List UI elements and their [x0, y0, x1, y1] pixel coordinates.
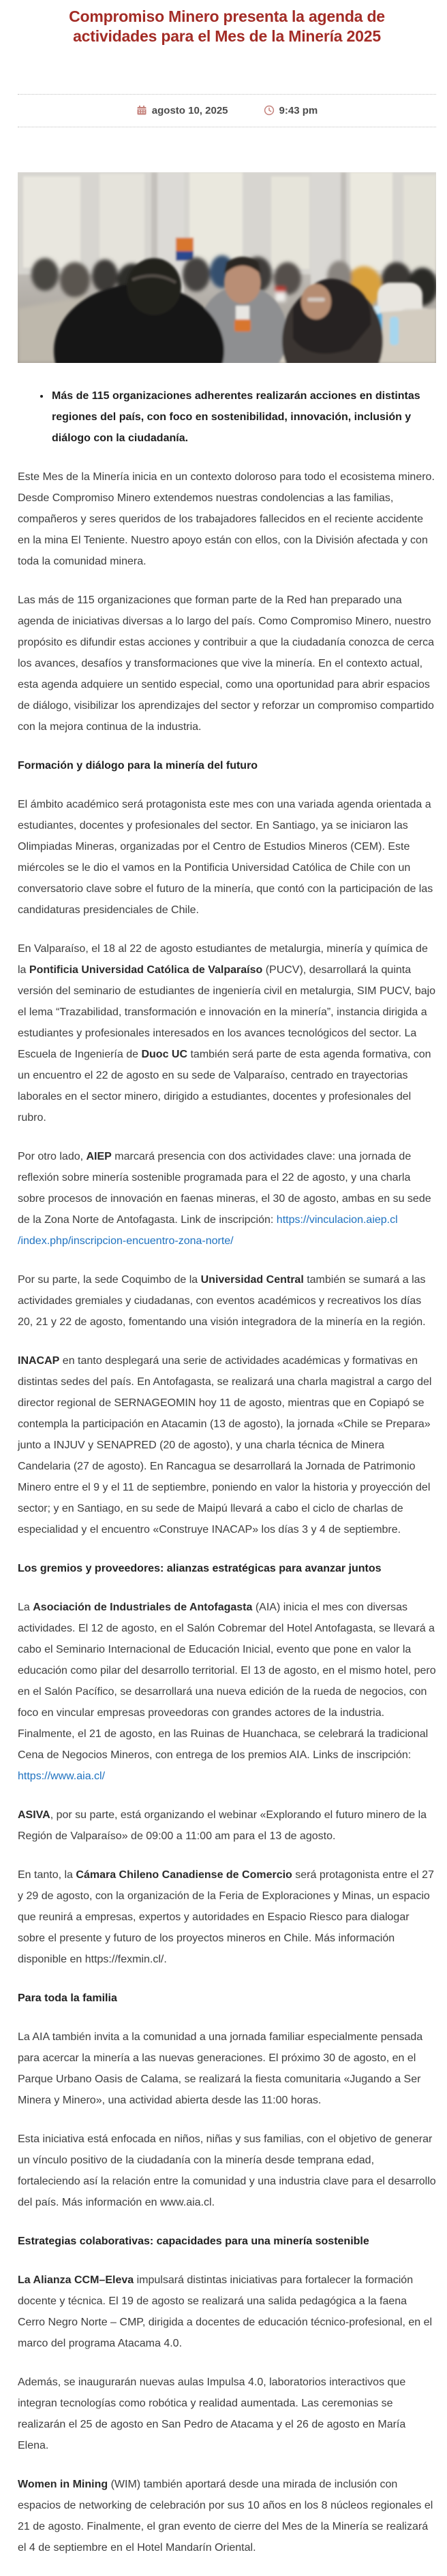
bold-text: Asociación de Industriales de Antofagasta [33, 1601, 253, 1613]
bold-text: Más de 115 organizaciones adherentes realizarán acciones en distintas regiones del país, con foco en sostenibilidad, innovación, inclusión y diálogo con la ciudadanía. [52, 389, 420, 444]
bold-text: Women in Mining [18, 2478, 108, 2490]
bold-text: INACAP [18, 1354, 60, 1367]
featured-image [18, 172, 436, 363]
article-paragraph [18, 2129, 436, 2213]
bold-text: La Alianza CCM–Eleva [18, 2274, 134, 2286]
page-title: Compromiso Minero presenta la agenda de actividades para el Mes de la Minería 2025 [69, 7, 385, 45]
inline-link[interactable]: https://www.aia.cl/ [18, 1770, 106, 1782]
article-paragraph [18, 2026, 436, 2111]
bold-text: Duoc UC [141, 1048, 188, 1060]
text-run: La [18, 1601, 33, 1613]
article-body [18, 385, 436, 2558]
section-heading: Los gremios y proveedores: alianzas estratégicas para avanzar juntos [18, 1562, 382, 1574]
article-paragraph [18, 794, 436, 921]
text-run: En Valparaíso, el 18 al 22 de agosto estudiantes de metalurgia, minería y química de la [18, 942, 428, 976]
post-date-label: agosto 10, 2025 [151, 104, 228, 116]
post-time-label: 9:43 pm [279, 104, 318, 116]
article-paragraph [18, 1804, 436, 1847]
article-paragraph [18, 1146, 436, 1252]
text-run: también será parte de esta agenda formativa, con un encuentro el 22 de agosto en su sede de Valparaíso, centrado en trayectorias laborales en el sector minero, dirigido a estudiantes, docentes y profesionales del rubro. [18, 1048, 431, 1124]
text-run: Esta iniciativa está enfocada en niños, niñas y sus familias, con el objetivo de generar un vínculo positivo de la ciudadanía con la minería desde temprana edad, fortaleciendo así la relación entre la comunidad y una industria clave para el desarrollo del país. Más información en www.aia.cl. [18, 2133, 436, 2208]
article-paragraph [18, 466, 436, 572]
text-run: Este Mes de la Minería inicia en un contexto doloroso para todo el ecosistema minero. Desde Compromiso Minero extendemos nuestras condolencias a las familias, compañeros y seres queridos de los trabajadores fallecidos en el reciente accidente en la mina El Teniente. Nuestro apoyo están con ellos, con la División afectada y con toda la comunidad minera. [18, 471, 435, 567]
bold-text: Pontificia Universidad Católica de Valparaíso [29, 964, 263, 976]
bullet-list [18, 385, 436, 449]
text-run: (WIM) también aportará desde una mirada de inclusión con espacios de networking de celebración por sus 10 años en los 8 núcleos regionales el 21 de agosto. Finalmente, el gran evento de cierre del Mes de la Minería se realizará el 4 de septiembre en el Hotel Mandarín Oriental. [18, 2478, 433, 2554]
section-heading: Estrategias colaborativas: capacidades para una minería sostenible [18, 2235, 369, 2247]
event-roundtable-photo-illustration [18, 172, 436, 363]
text-run: (PUCV), desarrollará la quinta versión del seminario de estudiantes de ingeniería civil en metalurgia, SIM PUCV, bajo el lema “Trazabilidad, transformación e innovación en la minería”, instancia dirigida a estudiantes y profesionales interesados en los avances tecnológicos del sector. La Escuela de Ingeniería de [18, 964, 436, 1060]
text-run: en tanto desplegará una serie de actividades académicas y formativas en distintas sedes del país. En Antofagasta, se realizará una charla magistral a cargo del director regional de SERNAGEOMIN hoy 11 de agosto, mientras que en Copiapó se contempla la participación en Atacamin (13 de agosto), la jornada «Chile se Prepara» junto a INJUV y SENAPRED (20 de agosto), y una charla técnica de Minera Candelaria (27 de agosto). En Rancagua se desarrollará la Jornada de Patrimonio Minero entre el 9 y el 11 de septiembre, poniendo en valor la historia y proyección del sector; y en Santiago, en su sede de Maipú llevará a cabo el ciclo de charlas de especialidad y el encuentro «Construye INACAP» los días 3 y 4 de septiembre. [18, 1354, 432, 1536]
text-run: (AIA) inicia el mes con diversas actividades. El 12 de agosto, en el Salón Cobremar del Hotel Antofagasta, se llevará a cabo el Seminario Internacional de Educación Inicial, evento que pone en valor la educación como pilar del desarrollo territorial. El 13 de agosto, en el mismo hotel, pero en el Salón Pacífico, se desarrollará una nueva edición de la rueda de negocios, con foco en vincular empresas proveedoras con grandes actores de la industria. Finalmente, el 21 de agosto, en las Ruinas de Huanchaca, se celebrará la tradicional Cena de Negocios Mineros, con entrega de los premios AIA. Links de inscripción: [18, 1601, 436, 1761]
text-run: también se sumará a las actividades gremiales y ciudadanas, con eventos académicos y recreativos los días 20, 21 y 22 de agosto, fomentando una visión integradora de la minería en la región. [18, 1273, 426, 1328]
text-run: impulsará distintas iniciativas para fortalecer la formación docente y técnica. El 19 de agosto se realizará una salida pedagógica a la faena Cerro Negro Norte – CMP, dirigida a docentes de educación técnico-profesional, en el marco del programa Atacama 4.0. [18, 2274, 433, 2349]
article-paragraph [18, 1597, 436, 1787]
text-run: La AIA también invita a la comunidad a una jornada familiar especialmente pensada para acercar la minería a las nuevas generaciones. El próximo 30 de agosto, en el Parque Urbano Oasis de Calama, se realizará la fiesta comunitaria «Jugando a Ser Minera y Minero», una actividad abierta desde las 11:00 horas. [18, 2031, 423, 2106]
text-run: , por su parte, está organizando el webinar «Explorando el futuro minero de la Región de Valparaíso» de 09:00 a 11:00 am para el 13 de agosto. [18, 1809, 427, 1842]
bullet-item [50, 385, 436, 449]
article-paragraph [18, 1269, 436, 1333]
text-run: El ámbito académico será protagonista este mes con una variada agenda orientada a estudiantes, docentes y profesionales del sector. En Santiago, ya se iniciaron las Olimpiadas Mineras, organizadas por el Centro de Estudios Mineros (CEM). Este miércoles se le dio el vamos en la Pontificia Universidad Católica de Chile con un conversatorio clave sobre el futuro de la minería, que contó con la participación de las candidaturas presidenciales de Chile. [18, 798, 433, 916]
clock-icon [264, 105, 275, 116]
text-run: Las más de 115 organizaciones que forman parte de la Red han preparado una agenda de iniciativas diversas a lo largo del país. Como Compromiso Minero, nuestro propósito es difundir estas acciones y contribuir a que la ciudadanía conozca de cerca los avances, desafíos y transformaciones que vive la minería. En el contexto actual, esta agenda adquiere un sentido especial, como una oportunidad para abrir espacios de diálogo, visibilizar los aprendizajes del sector y reforzar un compromiso compartido con la mejora continua de la industria. [18, 594, 435, 733]
article-paragraph [18, 590, 436, 737]
bold-text: ASIVA [18, 1809, 50, 1821]
bold-text: Universidad Central [200, 1273, 304, 1286]
article-paragraph [18, 1350, 436, 1540]
article-paragraph [18, 2474, 436, 2558]
article-paragraph [18, 2270, 436, 2354]
inline-link[interactable]: https://vinculacion.aiep.cl /index.php/inscripcion-encuentro-zona-norte/ [18, 1213, 398, 1247]
article-paragraph [18, 938, 436, 1128]
article-paragraph [18, 2372, 436, 2456]
text-run: Además, se inaugurarán nuevas aulas Impulsa 4.0, laboratorios interactivos que integran tecnologías como robótica y realidad aumentada. Las ceremonias se realizarán el 25 de agosto en San Pedro de Atacama y el 26 de agosto en María Elena. [18, 2376, 406, 2451]
text-run: Por su parte, la sede Coquimbo de la [18, 1273, 201, 1286]
text-run: En tanto, la [18, 1869, 76, 1881]
bold-text: Cámara Chileno Canadiense de Comercio [76, 1869, 292, 1881]
text-run: será protagonista entre el 27 y 29 de agosto, con la organización de la Feria de Exploraciones y Minas, un espacio que reunirá a empresas, expertos y autoridades en Espacio Riesco para dialogar sobre el presente y futuro de los proyectos mineros en Chile. Más información disponible en https://fexmin.cl/. [18, 1869, 434, 1965]
text-run: marcará presencia con dos actividades clave: una jornada de reflexión sobre minería sostenible programada para el 22 de agosto, y una charla sobre procesos de innovación en faenas mineras, el 30 de agosto, ambas en su sede de la Zona Norte de Antofagasta. Link de inscripción: [18, 1150, 431, 1226]
article-paragraph [18, 1864, 436, 1970]
post-meta [18, 94, 436, 127]
section-heading: Para toda la familia [18, 1992, 117, 2004]
calendar-icon [136, 105, 147, 116]
section-heading: Formación y diálogo para la minería del futuro [18, 759, 258, 772]
post-date [136, 105, 228, 116]
text-run: Por otro lado, [18, 1150, 87, 1162]
post-time [264, 105, 318, 116]
bold-text: AIEP [86, 1150, 112, 1162]
